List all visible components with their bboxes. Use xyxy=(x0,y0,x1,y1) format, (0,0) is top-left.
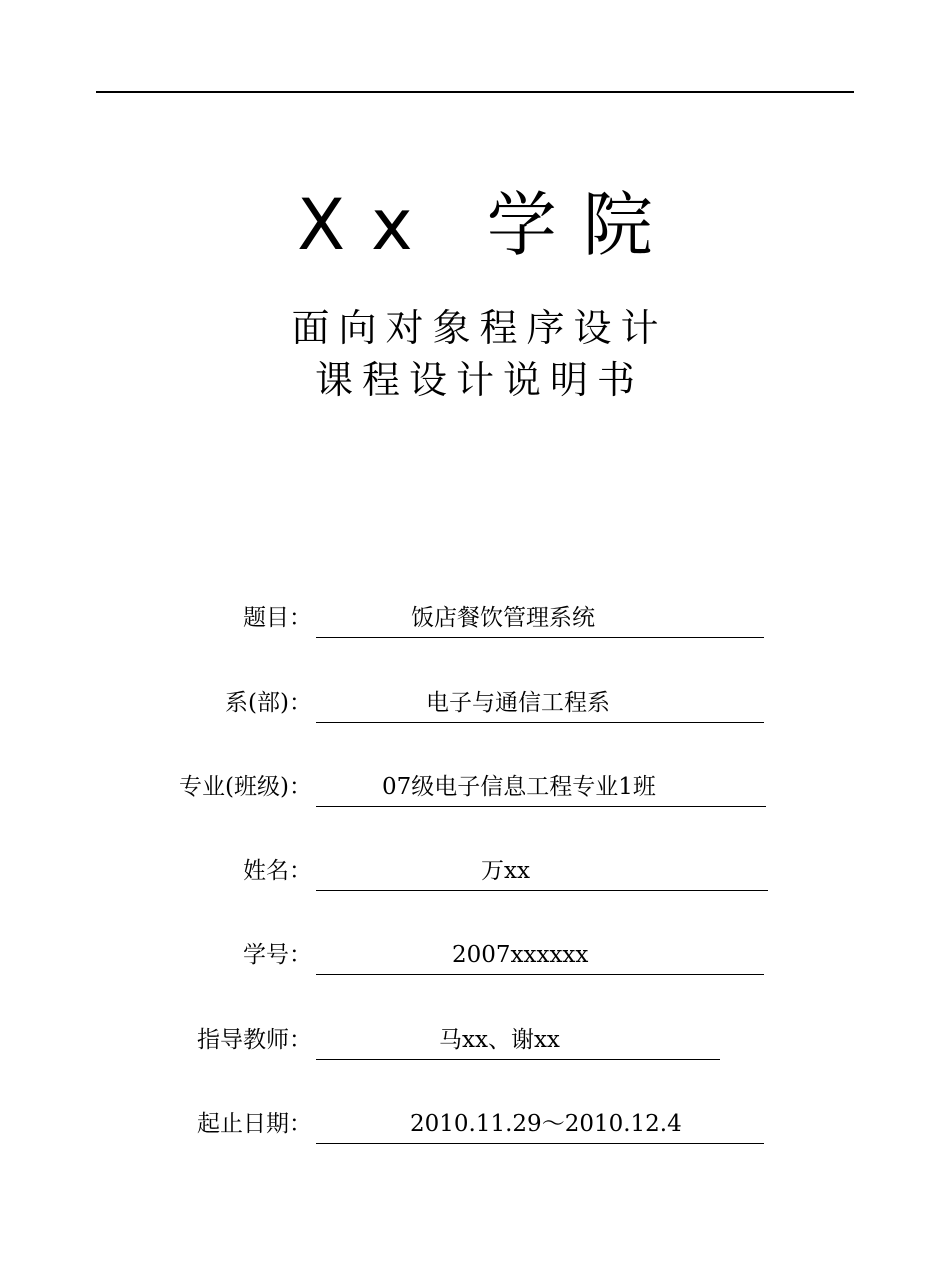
course-title-line1: 面向对象程序设计 xyxy=(291,306,668,350)
field-label-dates: 起止日期： xyxy=(197,1111,312,1137)
field-value-advisor-text: 马xx、谢xx xyxy=(439,1027,560,1053)
field-label-topic: 题目： xyxy=(243,605,312,631)
field-label-major-class: 专业(班级)： xyxy=(179,774,312,800)
field-label-name: 姓名： xyxy=(243,858,312,884)
field-value-major-class-text: 07级电子信息工程专业1班 xyxy=(382,774,656,800)
field-value-topic xyxy=(316,598,764,638)
field-value-department xyxy=(316,683,764,723)
course-title-line2: 课程设计说明书 xyxy=(314,358,644,402)
field-label-student-id: 学号： xyxy=(243,942,312,968)
field-value-dates-text: 2010.11.29～2010.12.4 xyxy=(410,1111,682,1137)
field-value-topic-text: 饭店餐饮管理系统 xyxy=(411,605,595,631)
field-label-advisor: 指导教师： xyxy=(197,1027,312,1053)
field-label-department: 系(部)： xyxy=(225,690,312,716)
field-value-major-class xyxy=(316,767,766,807)
field-value-advisor xyxy=(316,1020,720,1060)
field-value-name-text: 万xx xyxy=(481,858,530,884)
field-value-name xyxy=(316,851,768,891)
field-value-student-id xyxy=(316,935,764,975)
top-rule xyxy=(96,91,854,93)
field-value-dates xyxy=(316,1104,764,1144)
field-value-student-id-text: 2007xxxxxx xyxy=(452,942,589,968)
school-name: Xx 学院 xyxy=(297,184,679,266)
field-value-department-text: 电子与通信工程系 xyxy=(426,690,610,716)
